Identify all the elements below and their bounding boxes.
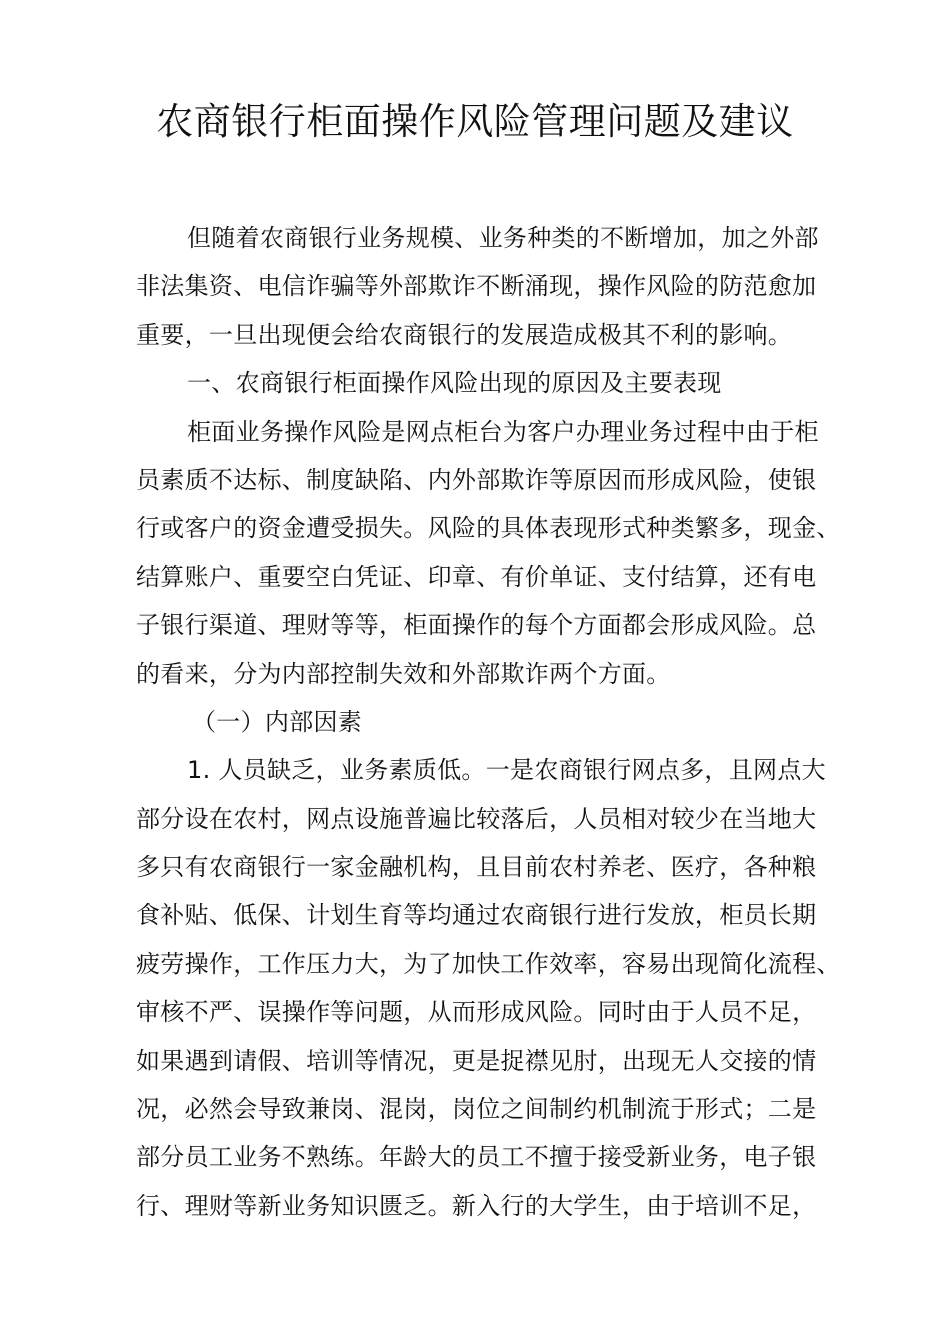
- paragraph-2-line-3: 行或客户的资金遭受损失。风险的具体表现形式种类繁多，现金、: [136, 514, 841, 543]
- paragraph-2-line-4: 结算账户、重要空白凭证、印章、有价单证、支付结算，还有电: [136, 562, 817, 591]
- paragraph-3-line-2: 部分设在农村，网点设施普遍比较落后，人员相对较少在当地大: [136, 804, 817, 833]
- paragraph-3-line-4: 食补贴、低保、计划生育等均通过农商银行进行发放，柜员长期: [136, 901, 817, 930]
- paragraph-3-line-3: 多只有农商银行一家金融机构，且目前农村养老、医疗，各种粮: [136, 853, 817, 882]
- document-body: [136, 214, 841, 1230]
- paragraph-2-line-2: 员素质不达标、制度缺陷、内外部欺诈等原因而形成风险，使银: [136, 465, 817, 494]
- document-title: 农商银行柜面操作风险管理问题及建议: [156, 100, 794, 143]
- paragraph-3-line-7: 如果遇到请假、培训等情况，更是捉襟见肘，出现无人交接的情: [136, 1046, 817, 1075]
- paragraph-2-line-6: 的看来，分为内部控制失效和外部欺诈两个方面。: [136, 659, 671, 688]
- paragraph-3-line-8: 况，必然会导致兼岗、混岗，岗位之间制约机制流于形式；二是: [136, 1095, 817, 1124]
- paragraph-3-line-6: 审核不严、误操作等问题，从而形成风险。同时由于人员不足，: [136, 998, 817, 1027]
- paragraph-1-line-2: 非法集资、电信诈骗等外部欺诈不断涌现，操作风险的防范愈加: [136, 272, 817, 301]
- subsection-heading-1: （一）内部因素: [192, 707, 363, 736]
- paragraph-3-line-1: 1. 人员缺乏，业务素质低。一是农商银行网点多，且网点大: [187, 756, 826, 785]
- paragraph-3-line-5: 疲劳操作，工作压力大，为了加快工作效率，容易出现简化流程、: [136, 949, 841, 978]
- paragraph-2-line-5: 子银行渠道、理财等等，柜面操作的每个方面都会形成风险。总: [136, 611, 817, 640]
- paragraph-3-line-9: 部分员工业务不熟练。年龄大的员工不擅于接受新业务，电子银: [136, 1143, 817, 1172]
- paragraph-1-line-1: 但随着农商银行业务规模、业务种类的不断增加，加之外部: [187, 224, 819, 252]
- paragraph-3-line-10: 行、理财等新业务知识匮乏。新入行的大学生，由于培训不足，: [136, 1191, 817, 1220]
- section-heading-1: 一、农商银行柜面操作风险出现的原因及主要表现: [187, 369, 722, 398]
- paragraph-1-line-3: 重要，一旦出现便会给农商银行的发展造成极其不利的影响。: [136, 320, 793, 349]
- paragraph-2-line-1: 柜面业务操作风险是网点柜台为客户办理业务过程中由于柜: [187, 417, 819, 446]
